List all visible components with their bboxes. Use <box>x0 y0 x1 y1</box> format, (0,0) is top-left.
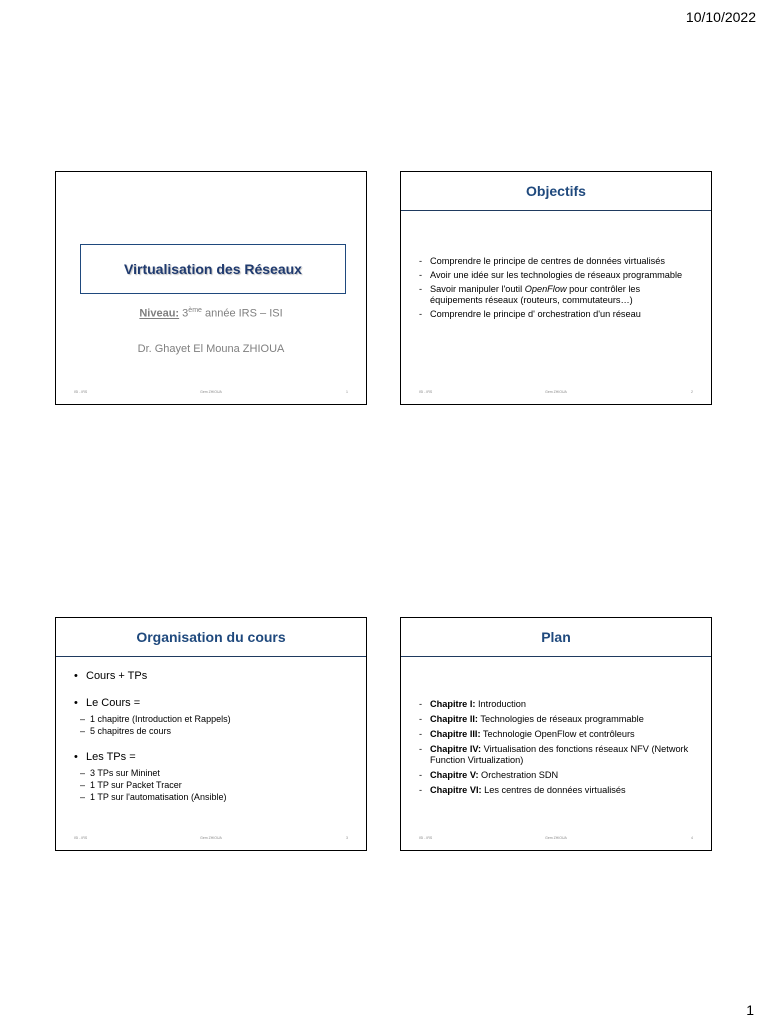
footer-left: ISI - IRS <box>419 390 433 394</box>
chapter-label: Chapitre IV: <box>430 744 482 754</box>
bullet-text: Savoir manipuler l'outil <box>430 284 525 294</box>
sub-list-item: – 1 TP sur l'automatisation (Ansible) <box>80 791 352 803</box>
list-item <box>417 744 693 766</box>
level-superscript: ème <box>188 307 202 314</box>
sub-list <box>74 767 352 803</box>
chapter-label: Chapitre III: <box>430 729 481 739</box>
footer-page-number: 2 <box>691 390 693 394</box>
slide-footer <box>401 836 711 844</box>
bullet-italic-text: OpenFlow <box>524 284 567 294</box>
slide-title-page <box>55 171 367 405</box>
sub-list-item: – 3 TPs sur Mininet <box>80 767 352 779</box>
list-item <box>417 729 693 740</box>
chapter-label: Chapitre VI: <box>430 785 482 795</box>
sub-list-item: – 5 chapitres de cours <box>80 725 352 737</box>
footer-page-number: 3 <box>346 836 348 840</box>
chapter-text: Technologies de réseaux programmable <box>477 714 644 724</box>
footer-center: Gem ZHIOUA <box>200 836 222 840</box>
list-item <box>417 699 693 710</box>
list-item <box>417 770 693 781</box>
slide-organisation <box>55 617 367 851</box>
org-item-label: • Cours + TPs <box>74 670 352 683</box>
list-item <box>417 284 683 306</box>
slide-footer <box>56 390 366 398</box>
sub-list <box>74 713 352 737</box>
bullet-text: pour contrôler les équipements réseaux (routeurs, commutateurs…) <box>430 284 641 305</box>
footer-left: ISI - IRS <box>74 390 88 394</box>
slide-title: Organisation du cours <box>136 629 286 645</box>
list-item: - Avoir une idée sur les technologies de réseaux programmable <box>417 270 683 281</box>
list-item: - Comprendre le principe d' orchestration d'un réseau <box>417 309 683 320</box>
slide-footer <box>56 836 366 844</box>
footer-left: ISI - IRS <box>419 836 433 840</box>
footer-page-number: 4 <box>691 836 693 840</box>
list-item <box>74 751 352 803</box>
objectives-list <box>417 256 683 323</box>
slide-header <box>56 618 366 657</box>
page-number: 1 <box>746 1002 754 1018</box>
list-item <box>417 785 693 796</box>
slide-title: Plan <box>541 629 571 645</box>
footer-page-number: 1 <box>346 390 348 394</box>
footer-center: Gem ZHIOUA <box>545 836 567 840</box>
level-label: Niveau: <box>139 307 180 320</box>
chapter-text: Virtualisation des fonctions réseaux NFV (Network Function Virtualization) <box>430 744 689 765</box>
footer-left: ISI - IRS <box>74 836 88 840</box>
slide-plan <box>400 617 712 851</box>
organisation-list <box>74 670 352 817</box>
author-name: Dr. Ghayet El Mouna ZHIOUA <box>137 343 285 355</box>
slide-title: Objectifs <box>526 183 586 199</box>
org-item-label: • Le Cours = <box>74 697 352 710</box>
chapter-label: Chapitre I: <box>430 699 476 709</box>
footer-center: Gem ZHIOUA <box>545 390 567 394</box>
level-line <box>56 307 366 320</box>
footer-center: Gem ZHIOUA <box>200 390 222 394</box>
chapter-text: Orchestration SDN <box>478 770 559 780</box>
plan-list <box>417 699 693 800</box>
slide-footer <box>401 390 711 398</box>
title-box <box>80 244 346 294</box>
slide-header <box>401 172 711 211</box>
slide-objectifs <box>400 171 712 405</box>
page-date: 10/10/2022 <box>685 9 756 25</box>
chapter-text: Introduction <box>475 699 527 709</box>
chapter-label: Chapitre V: <box>430 770 479 780</box>
sub-list-item: – 1 chapitre (Introduction et Rappels) <box>80 713 352 725</box>
org-item-label: • Les TPs = <box>74 751 352 764</box>
chapter-text: Les centres de données virtualisés <box>481 785 626 795</box>
list-item <box>417 714 693 725</box>
course-title: Virtualisation des Réseaux <box>124 261 302 277</box>
chapter-text: Technologie OpenFlow et contrôleurs <box>480 729 635 739</box>
list-item <box>74 670 352 683</box>
level-number: 3 <box>179 307 189 320</box>
slide-header <box>401 618 711 657</box>
chapter-label: Chapitre II: <box>430 714 478 724</box>
list-item: - Comprendre le principe de centres de données virtualisés <box>417 256 683 267</box>
level-text: année IRS – ISI <box>201 307 283 320</box>
sub-list-item: – 1 TP sur Packet Tracer <box>80 779 352 791</box>
list-item <box>74 697 352 737</box>
